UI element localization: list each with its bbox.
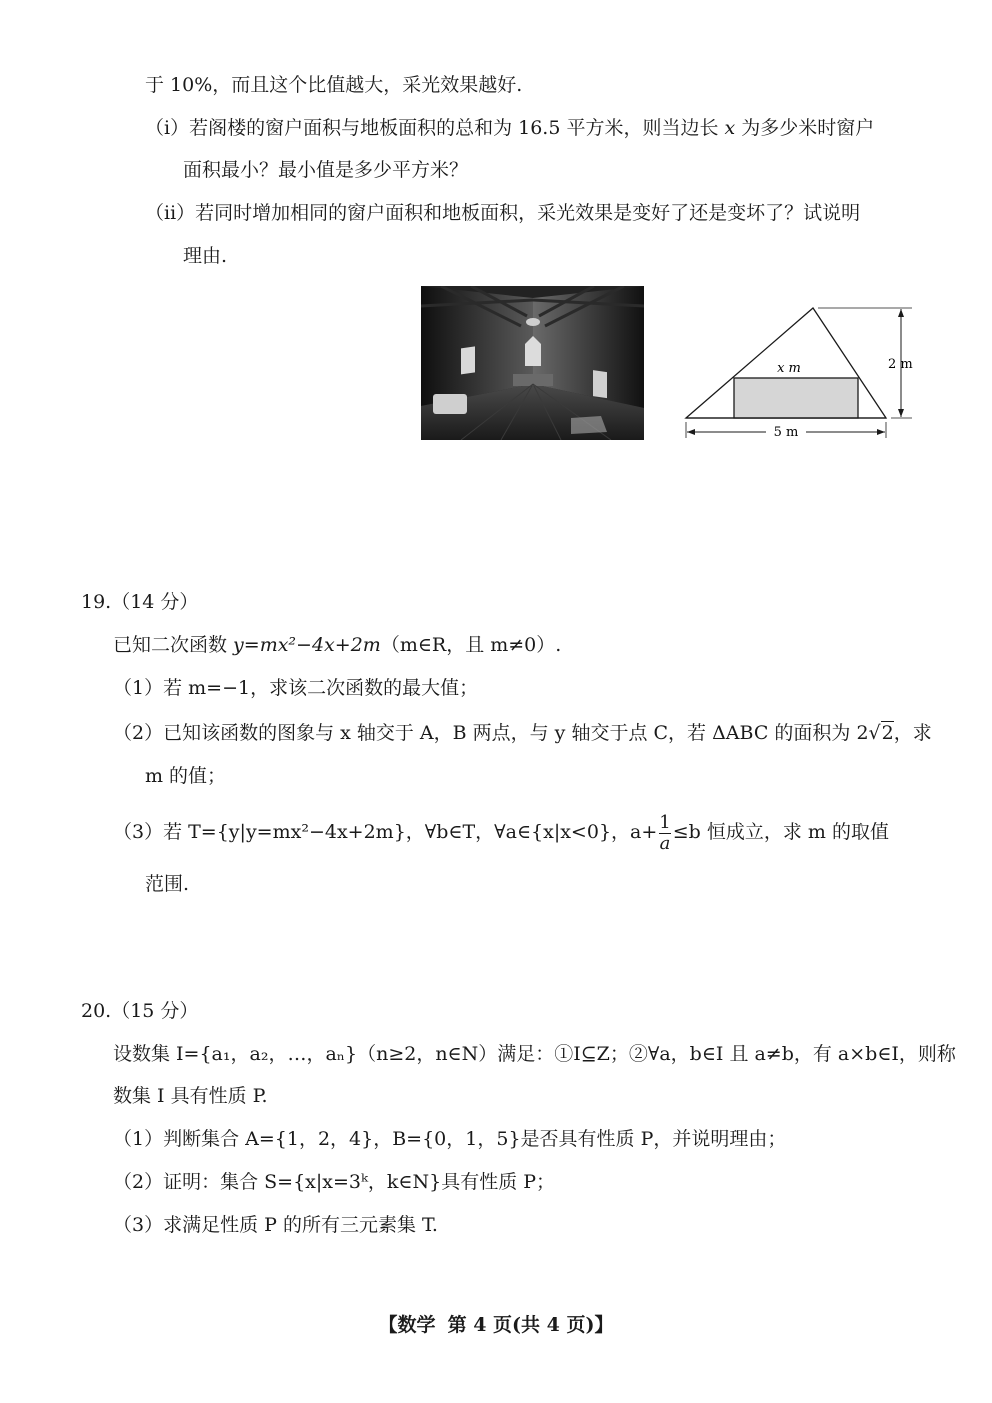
p19-q2-text-b: ，求	[893, 722, 932, 744]
window-rectangle	[734, 378, 858, 418]
p20-stem: 设数集 I={a₁，a₂，…，aₙ}（n≥2，n∈N）满足：①I⊆Z；②∀a，b∈I 且 a≠b，有 a×b∈I，则称	[113, 1043, 956, 1065]
p20-stem-line2: 数集 I 具有性质 P.	[113, 1085, 268, 1107]
p19-stem-func: y=mx²−4x+2m	[233, 634, 381, 656]
p19-q3-text-b: ≤b 恒成立，求 m 的取值	[672, 821, 889, 843]
attic-photo	[421, 286, 644, 440]
p18-sub-ii-label: （ⅱ）	[145, 202, 196, 224]
p19-q3	[113, 812, 889, 854]
label-height: 2 m	[888, 357, 913, 372]
p19-q2-line2: m 的值；	[145, 765, 227, 787]
p19-stem	[113, 632, 561, 658]
footer-page: 第 4 页(共 4 页)】	[447, 1314, 614, 1336]
p19-q3-fraction	[659, 813, 670, 854]
p18-sub-i-label: （ⅰ）	[145, 117, 190, 139]
p18-line1: 于 10%，而且这个比值越大，采光效果越好.	[145, 74, 523, 96]
p18-sub-i-text-a: 若阁楼的窗户面积与地板面积的总和为 16.5 平方米，则当边长	[189, 117, 725, 139]
p19-q3-text-a: （3）若 T={y|y=mx²−4x+2m}，∀b∈T，∀a∈{x|x<0}，a+	[113, 821, 658, 843]
attic-cross-section-diagram	[676, 300, 918, 448]
p19-q2-text-a: （2）已知该函数的图象与 x 轴交于 A，B 两点，与 y 轴交于点 C，若 ΔABC 的面积为 2	[113, 722, 869, 744]
p19-q1: （1）若 m=−1，求该二次函数的最大值；	[113, 677, 479, 699]
p19-q3-line2: 范围.	[145, 873, 190, 895]
p20-q1: （1）判断集合 A={1，2，4}，B={0，1，5}是否具有性质 P，并说明理由；	[113, 1128, 787, 1150]
p19-stem-b: （m∈R，且 m≠0）.	[380, 634, 562, 656]
fraction-denominator: a	[659, 832, 671, 854]
p18-sub-ii-line2: 理由.	[183, 245, 228, 267]
fraction-numerator: 1	[659, 811, 671, 833]
p18-sub-ii-text: 若同时增加相同的窗户面积和地板面积，采光效果是变好了还是变坏了？试说明	[195, 202, 861, 224]
label-x: x m	[777, 361, 801, 376]
p20-q2: （2）证明：集合 S={x|x=3ᵏ，k∈N}具有性质 P；	[113, 1171, 556, 1193]
label-base: 5 m	[773, 425, 799, 440]
sqrt-symbol: √	[868, 722, 881, 744]
p18-sub-i-var: x	[724, 117, 736, 139]
p19-q2-sqrt: 2	[881, 722, 894, 744]
p20-q3: （3）求满足性质 P 的所有三元素集 T.	[113, 1214, 438, 1236]
page-footer	[0, 1312, 992, 1338]
p20-header: 20.（15 分）	[81, 1000, 199, 1022]
p18-sub-i-line2: 面积最小？最小值是多少平方米？	[183, 159, 469, 181]
footer-subject: 【数学	[378, 1314, 436, 1336]
p19-q2	[113, 720, 932, 746]
p18-sub-i-text-b: 为多少米时窗户	[735, 117, 875, 139]
p19-stem-a: 已知二次函数	[113, 634, 234, 656]
p18-sub-i	[145, 115, 874, 141]
p18-sub-ii	[145, 200, 860, 226]
p19-header: 19.（14 分）	[81, 591, 199, 613]
